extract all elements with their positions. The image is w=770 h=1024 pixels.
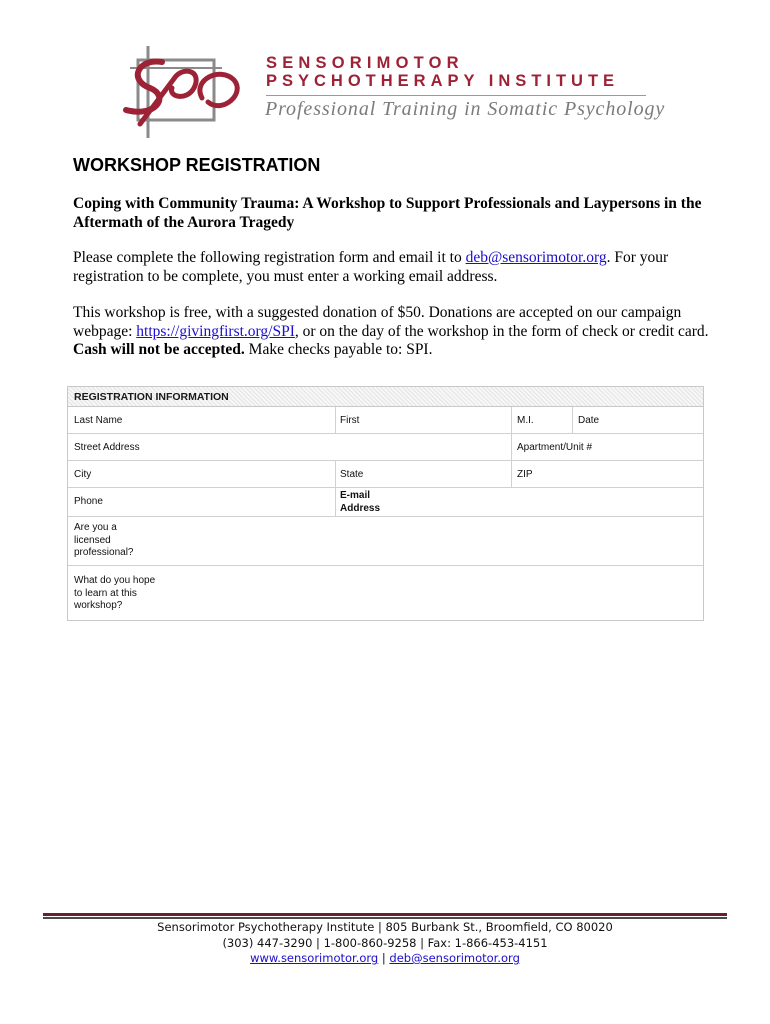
logo [110, 40, 670, 145]
donation-link[interactable]: https://givingfirst.org/SPI [136, 322, 295, 340]
col-divider [511, 434, 512, 460]
workshop-subtitle: Coping with Community Trauma: A Workshop to Support Professionals and Laypersons in the Aftermath of the Aurora Tragedy [73, 195, 702, 231]
col-divider [335, 407, 336, 433]
street-address-field[interactable]: Street Address [74, 442, 140, 453]
col-divider [335, 461, 336, 487]
spi-logo-icon [110, 40, 260, 140]
donation-text-a: This workshop is free, with a suggested donation of $50. Donations are accepted on our campaign webpage: [73, 304, 682, 340]
footer [0, 920, 770, 967]
apartment-field[interactable]: Apartment/Unit # [517, 442, 593, 453]
last-name-field[interactable]: Last Name [74, 415, 123, 426]
donation-text-c: Make checks payable to: SPI. [244, 341, 433, 358]
first-name-field[interactable]: First [340, 415, 360, 426]
row-divider [68, 516, 703, 517]
footer-links [0, 951, 770, 967]
date-field[interactable]: Date [578, 415, 600, 426]
page-title: WORKSHOP REGISTRATION [73, 155, 321, 175]
licensed-professional-field[interactable]: Are you a licensed professional? [74, 522, 134, 558]
row-divider [68, 487, 703, 488]
col-divider [511, 461, 512, 487]
col-divider [335, 488, 336, 516]
donation-text-b: , or on the day of the workshop in the form of check or credit card. [294, 322, 709, 340]
col-divider [511, 407, 512, 433]
org-name-line1: SENSORIMOTOR [266, 54, 464, 72]
form-header [68, 387, 703, 407]
footer-separator: | [378, 951, 390, 965]
row-divider [68, 565, 703, 566]
footer-phone: (303) 447-3290 | 1-800-860-9258 | Fax: 1-866-453-4151 [222, 935, 548, 950]
phone-field[interactable]: Phone [74, 496, 103, 507]
form-header-label: REGISTRATION INFORMATION [74, 391, 229, 403]
learning-goals-field[interactable]: What do you hope to learn at this workshop? [74, 575, 156, 611]
footer-email-link[interactable]: deb@sensorimotor.org [389, 951, 520, 965]
instructions-paragraph [73, 249, 713, 286]
instructions-text-b: . For your registration to be complete, you must enter a working email address. [73, 249, 669, 285]
row-divider [68, 433, 703, 434]
email-link[interactable]: deb@sensorimotor.org [465, 249, 607, 266]
footer-address: Sensorimotor Psychotherapy Institute | 805 Burbank St., Broomfield, CO 80020 [157, 920, 613, 934]
cash-notice: Cash will not be accepted. [73, 341, 245, 358]
org-tagline: Professional Training in Somatic Psychology [265, 98, 666, 120]
state-field[interactable]: State [340, 469, 364, 480]
footer-divider [43, 917, 727, 919]
registration-form [67, 386, 704, 621]
instructions-text-a: Please complete the following registration form and email it to [73, 249, 466, 266]
logo-divider [266, 95, 646, 96]
email-address-field[interactable]: E-mail Address [340, 490, 381, 514]
footer-divider [43, 913, 727, 916]
middle-initial-field[interactable]: M.I. [517, 415, 534, 426]
row-divider [68, 460, 703, 461]
org-name-line2: PSYCHOTHERAPY INSTITUTE [266, 72, 620, 90]
city-field[interactable]: City [74, 469, 92, 480]
zip-field[interactable]: ZIP [517, 469, 533, 480]
footer-website-link[interactable]: www.sensorimotor.org [250, 951, 379, 965]
col-divider [572, 407, 573, 433]
donation-paragraph [73, 304, 713, 360]
